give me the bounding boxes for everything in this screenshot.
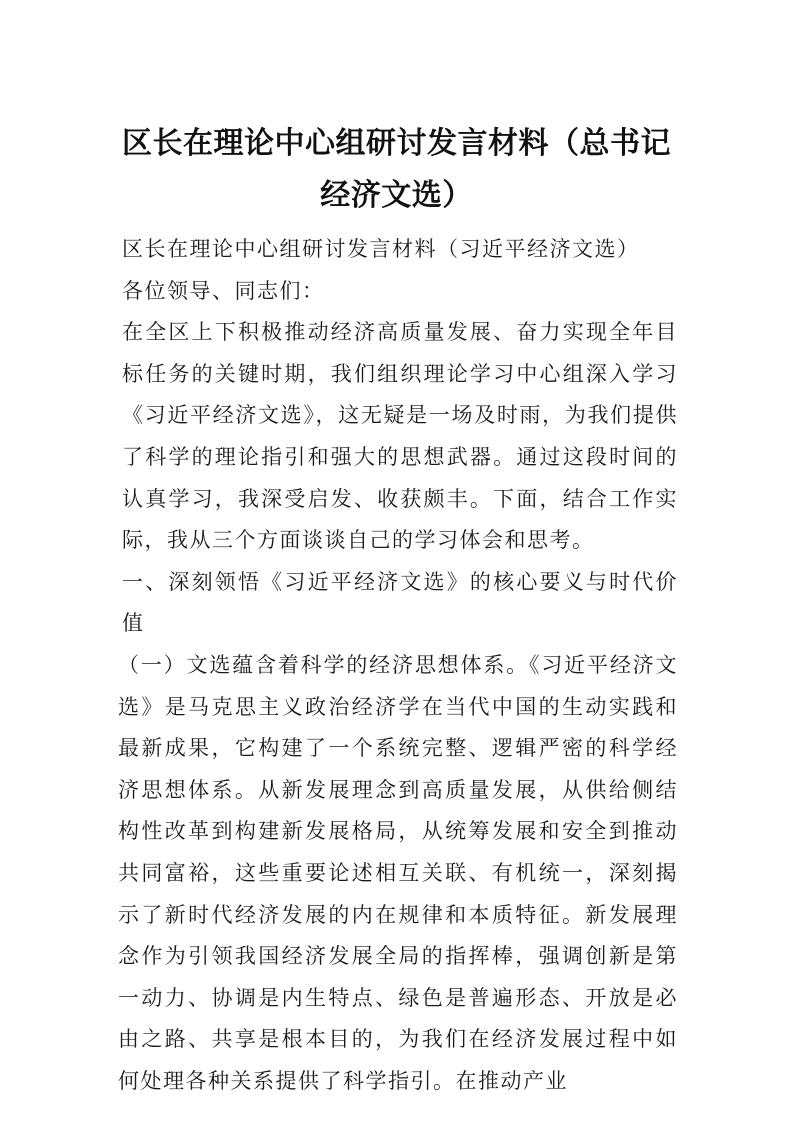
document-body xyxy=(118,229,678,1102)
subtitle-paragraph: 区长在理论中心组研讨发言材料（习近平经济文选） xyxy=(122,237,640,261)
salutation-paragraph: 各位领导、同志们： xyxy=(122,278,325,303)
section-heading-1: 一、深刻领悟《习近平经济文选》的核心要义与时代价值 xyxy=(122,569,678,636)
intro-paragraph: 在全区上下积极推动经济高质量发展、奋力实现全年目标任务的关键时期，我们组织理论学习中心组深入学习《习近平经济文选》，这无疑是一场及时雨，为我们提供了科学的理论指引和强大的思想武器。通过这段时间的认真学习，我深受启发、收获颇丰。下面，结合工作实际，我从三个方面谈谈自己的学习体会和思考。 xyxy=(122,320,678,553)
document-title: 区长在理论中心组研讨发言材料（总书记经济文选） xyxy=(122,126,671,213)
section-paragraph-1: （一）文选蕴含着科学的经济思想体系。《习近平经济文选》是马克思主义政治经济学在当代中国的生动实践和最新成果，它构建了一个系统完整、逻辑严密的科学经济思想体系。从新发展理念到高质量发展，从供给侧结构性改革到构建新发展格局，从统筹发展和安全到推动共同富裕，这些重要论述相互关联、有机统一，深刻揭示了新时代经济发展的内在规律和本质特征。新发展理念作为引领我国经济发展全局的指挥棒，强调创新是第一动力、协调是内生特点、绿色是普遍形态、开放是必由之路、共享是根本目的，为我们在经济发展过程中如何处理各种关系提供了科学指引。在推动产业 xyxy=(118,652,678,1093)
